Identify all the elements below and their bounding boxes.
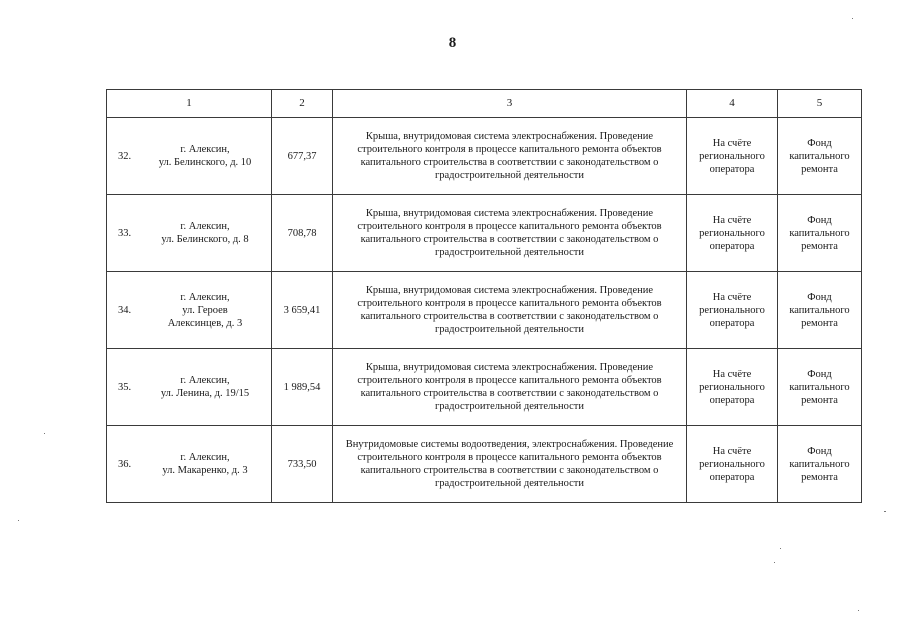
address-cell: [107, 426, 272, 503]
address: [148, 143, 268, 169]
row-number: 34.: [118, 304, 132, 316]
address-cell: [107, 118, 272, 195]
table-row: [107, 272, 862, 349]
row-number: 35.: [118, 381, 132, 393]
fund-cell: Фонд капитального ремонта: [778, 272, 862, 349]
header-col-5: 5: [778, 90, 862, 118]
row-number: 32.: [118, 150, 132, 162]
table-row: [107, 118, 862, 195]
fund-cell: Фонд капитального ремонта: [778, 349, 862, 426]
table-row: [107, 349, 862, 426]
area-cell: 733,50: [272, 426, 333, 503]
page-number: 8: [448, 35, 457, 51]
address-line: ул. Белинского, д. 8: [161, 234, 249, 245]
fund-cell: Фонд капитального ремонта: [778, 426, 862, 503]
address-line: ул. Макаренко, д. 3: [162, 465, 248, 476]
works-cell: Крыша, внутридомовая система электроснабжения. Проведение строительного контроля в процессе капитального ремонта объектов капитального строительства в соответствии с законодательством о градостроительной деятельности: [333, 118, 687, 195]
account-cell: На счёте регионального оператора: [687, 426, 778, 503]
works-cell: Крыша, внутридомовая система электроснабжения. Проведение строительного контроля в процессе капитального ремонта объектов капитального строительства в соответствии с законодательством о градостроительной деятельности: [333, 195, 687, 272]
area-cell: 677,37: [272, 118, 333, 195]
account-cell: На счёте регионального оператора: [687, 195, 778, 272]
address-cell: [107, 272, 272, 349]
address-line: Алексинцев, д. 3: [167, 317, 243, 329]
address-line: г. Алексин,: [180, 291, 230, 303]
header-col-4: 4: [687, 90, 778, 118]
area-cell: 1 989,54: [272, 349, 333, 426]
address-line: г. Алексин,: [180, 375, 230, 386]
scan-speck: [774, 562, 775, 563]
address: [148, 451, 268, 477]
address-line: ул. Ленина, д. 19/15: [160, 388, 250, 399]
works-cell: Крыша, внутридомовая система электроснабжения. Проведение строительного контроля в процессе капитального ремонта объектов капитального строительства в соответствии с законодательством о градостроительной деятельности: [333, 272, 687, 349]
address-line: ул. Белинского, д. 10: [158, 157, 252, 168]
area-cell: 3 659,41: [272, 272, 333, 349]
row-number: 33.: [118, 227, 132, 239]
account-cell: На счёте регионального оператора: [687, 272, 778, 349]
header-col-2: 2: [272, 90, 333, 118]
scan-speck: [780, 548, 781, 549]
scan-speck: [884, 511, 886, 512]
address-line: г. Алексин,: [180, 221, 230, 232]
header-col-3: 3: [333, 90, 687, 118]
header-col-1: 1: [107, 90, 272, 118]
account-cell: На счёте регионального оператора: [687, 349, 778, 426]
fund-cell: Фонд капитального ремонта: [778, 118, 862, 195]
table-row: [107, 195, 862, 272]
area-cell: 708,78: [272, 195, 333, 272]
fund-cell: Фонд капитального ремонта: [778, 195, 862, 272]
scan-speck: [858, 610, 859, 611]
works-cell: Крыша, внутридомовая система электроснабжения. Проведение строительного контроля в процессе капитального ремонта объектов капитального строительства в соответствии с законодательством о градостроительной деятельности: [333, 349, 687, 426]
header-row: [107, 90, 862, 118]
account-cell: На счёте регионального оператора: [687, 118, 778, 195]
address: [148, 291, 268, 330]
scan-speck: [18, 520, 19, 521]
row-number: 36.: [118, 458, 132, 470]
address: [148, 374, 268, 400]
works-cell: Внутридомовые системы водоотведения, электроснабжения. Проведение строительного контроля в процессе капитального ремонта объектов капитального строительства в соответствии с законодательством о градостроительной деятельности: [333, 426, 687, 503]
scan-speck: [44, 433, 45, 434]
address: [148, 220, 268, 246]
address-line: ул. Героев: [182, 304, 228, 316]
address-line: г. Алексин,: [180, 452, 230, 463]
table-row: [107, 426, 862, 503]
address-cell: [107, 349, 272, 426]
scan-speck: [852, 18, 853, 19]
repair-registry-table: [106, 89, 862, 503]
address-line: г. Алексин,: [180, 144, 230, 155]
address-cell: [107, 195, 272, 272]
